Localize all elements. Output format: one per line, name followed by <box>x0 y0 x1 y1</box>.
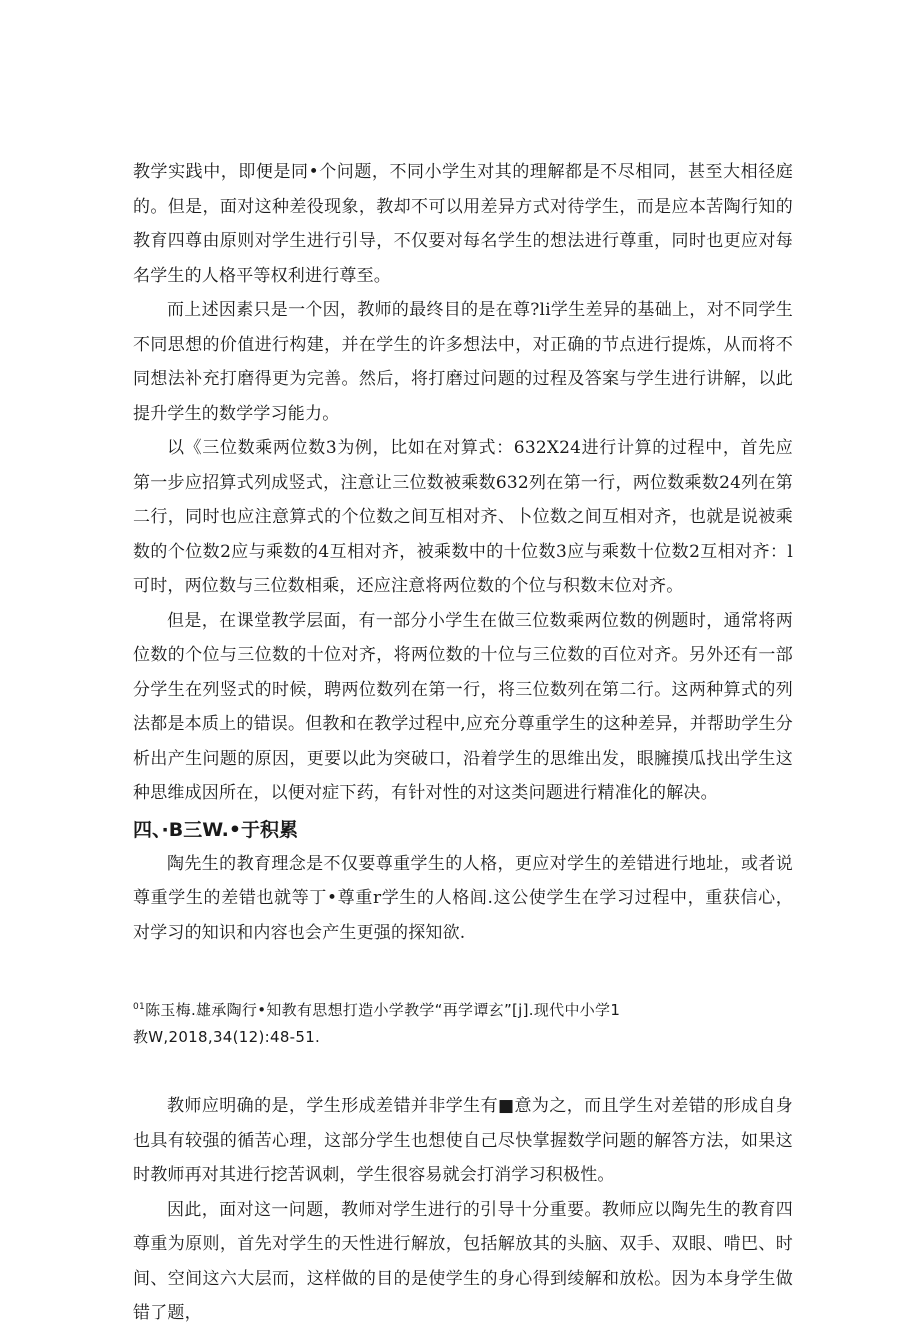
paragraph: 以《三位数乘两位数3为例，比如在对算式：632X24进行计算的过程中，首先应第一步应招算式列成竖式，注意让三位数被乘数632列在第一行，两位数乘数24列在第二行，同时也应注意算式的个位数之间互相对齐、卜位数之间互相对齐，也就是说被乘数的个位数2应与乘数的4互相对齐，被乘数中的十位数3应与乘数十位数2互相对齐：l可时，两位数与三位数相乘，还应注意将两位数的个位与积数末位对齐。 <box>133 438 793 596</box>
footnote <box>133 994 793 1051</box>
paragraph: 而上述因素只是一个因，教师的最终目的是在尊?li学生差异的基础上，对不同学生不同思想的价值进行构建，并在学生的许多想法中，对正确的节点进行提炼，从而将不同想法补充打磨得更为完善。然后，将打磨过问题的过程及答案与学生进行讲解，以此提升学生的数学学习能力。 <box>133 300 793 424</box>
paragraph: 教学实践中，即便是同•个问题，不同小学生对其的理解都是不尽相同，甚至大相径庭的。但是，面对这种差役现象，教却不可以用差异方式对待学生，而是应本苦陶行知的教育四尊由原则对学生进行引导，不仅要对每名学生的想法进行尊重，同时也更应对每名学生的人格平等权利进行尊至。 <box>133 162 793 286</box>
paragraph: 陶先生的教育理念是不仅要尊重学生的人格，更应对学生的差错进行地址，或者说尊重学生的差错也就等丁•尊重r学生的人格闾.这公使学生在学习过程中，重获信心，对学习的知识和内容也会产生更强的探知欲. <box>133 853 793 943</box>
footnote-marker: 01 <box>133 1002 146 1012</box>
footnote-line: 教W,2018,34(12):48-51. <box>133 1028 321 1046</box>
section-heading: 四、·B三W.•于积累 <box>133 818 298 841</box>
footnote-text: 陈玉梅.雄承陶行•知教有思想打造小学教学“再学谭玄”[j].现代中小学1 <box>145 1001 621 1019</box>
document-page <box>133 155 793 1331</box>
paragraph: 教师应明确的是，学生形成差错并非学生有■意为之，而且学生对差错的形成自身也具有较强的循苦心理，这部分学生也想使自己尽快掌握数学问题的解答方法，如果这时教师再对其进行挖苦讽刺，学生很容易就会打消学习积极性。 <box>133 1096 793 1185</box>
footnote-line <box>133 994 793 1024</box>
paragraph: 因此，面对这一问题，教师对学生进行的引导十分重要。教师应以陶先生的教育四尊重为原则，首先对学生的天性进行解放，包括解放其的头脑、双手、双眼、啃巴、时间、空间这六大层而，这样做的目的是使学生的身心得到绫解和放松。因为本身学生做错了题， <box>133 1199 793 1323</box>
paragraph: 但是，在课堂教学层面，有一部分小学生在做三位数乘两位数的例题时，通常将两位数的个位与三位数的十位对齐，将两位数的十位与三位数的百位对齐。另外还有一部分学生在列竖式的时候，聘两位数列在第一行，将三位数列在第二行。这两种算式的列法都是本质上的错误。但教和在教学过程中,应充分尊重学生的这种差异，并帮助学生分析出产生问题的原因，更要以此为突破口，沿着学生的思维出发，眼臃摸瓜找出学生这种思维成因所在，以便对症下药，有针对性的对这类问题进行精准化的解决。 <box>133 610 793 803</box>
